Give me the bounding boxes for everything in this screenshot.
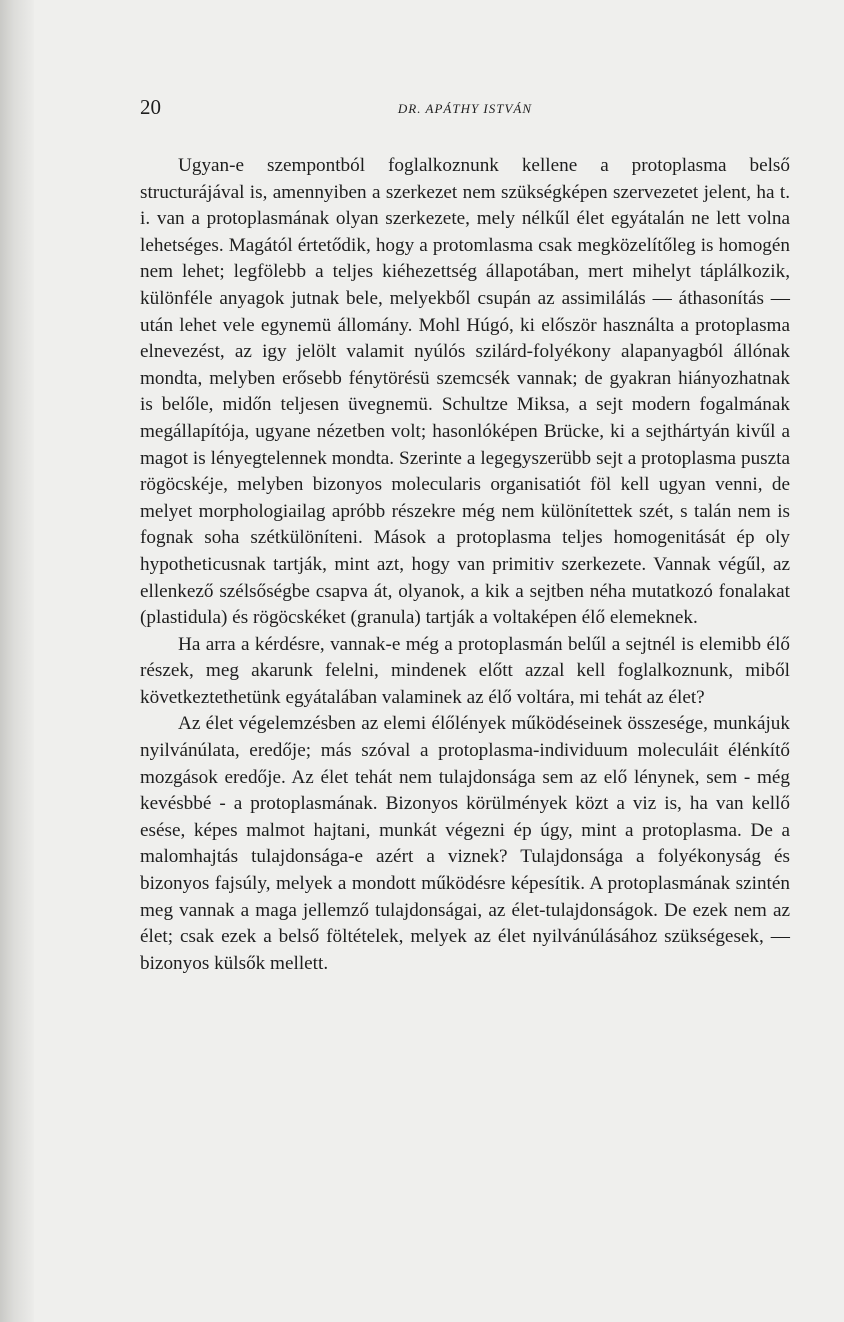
book-page xyxy=(140,95,790,977)
paragraph: Az élet végelemzésben az elemi élőlények működéseinek összesége, munkájuk nyilvánúlata, eredője; más szóval a protoplasma-individuum moleculáit élénkítő mozgások eredője. Az élet tehát nem tulajdonsága sem az elő lénynek, sem - még kevésbbé - a protoplasmának. Bizonyos körülmények közt a viz is, ha van kellő esése, képes malmot hajtani, munkát végezni ép úgy, mint a protoplasma. De a malomhajtás tulajdonsága-e azért a viznek? Tulajdonsága a folyékonyság és bizonyos fajsúly, melyek a mondott működésre képesítik. A protoplasmának szintén meg vannak a maga jellemző tulajdonságai, az élet-tulajdonságok. De ezek nem az élet; csak ezek a belső föltételek, melyek az élet nyilvánúlásához szükségesek, — bizonyos külsők mellett. xyxy=(140,713,790,974)
paragraph: Ha arra a kérdésre, vannak-e még a protoplasmán belűl a sejtnél is elemibb élő részek, meg akarunk felelni, mindenek előtt azzal kell foglalkoznunk, miből következtethetünk egyátalában valaminek az élő voltára, mi tehát az élet? xyxy=(140,633,790,708)
running-head xyxy=(140,95,790,125)
scan-edge-shadow xyxy=(0,0,34,1322)
paragraph: Ugyan-e szempontból foglalkoznunk kellene a protoplasma belső structurájával is, amennyiben a szerkezet nem szükségképen szervezetet jelent, ha t. i. van a protoplasmának olyan szerkezete, mely nélkűl élet egyátalán ne lett volna lehetséges. Magától értetődik, hogy a protomlasma csak megközelítőleg is homogén nem lehet; legfölebb a teljes kiéhezettség állapotában, mert mihelyt táplálkozik, különféle anyagok jutnak bele, melyekből csupán az assimilálás — áthasonítás — után lehet vele egynemü állomány. Mohl Húgó, ki először használta a protoplasma elnevezést, az igy jelölt valamit nyúlós szilárd-folyékony alapanyagból állónak mondta, melyben erősebb fénytörésü szemcsék vannak; de gyakran hiányozhatnak is belőle, midőn teljesen üvegnemü. Schultze Miksa, a sejt modern fogalmának megállapítója, ugyane nézetben volt; hasonlóképen Brücke, ki a sejthártyán kivűl a magot is lényegtelennek mondta. Szerinte a legegyszerübb sejt a protoplasma puszta rögöcskéje, melyben bizonyos molecularis organisatiót föl kell ugyan venni, de melyet morphologiailag apróbb részekre még nem különítettek szét, s talán nem is fognak soha szétkülöníteni. Mások a protoplasma teljes homogenitását ép oly hypotheticusnak tartják, mint azt, hogy van primitiv szerkezete. Vannak végűl, az ellenkező szélsőségbe csapva át, olyanok, a kik a sejtben néha mutatkozó fonalakat (plastidula) és rögöcskéket (granula) tartják a voltaképen élő elemeknek. xyxy=(140,155,790,629)
running-title: DR. APÁTHY ISTVÁN xyxy=(397,101,533,116)
body-text xyxy=(140,153,790,977)
page-number: 20 xyxy=(140,95,161,119)
